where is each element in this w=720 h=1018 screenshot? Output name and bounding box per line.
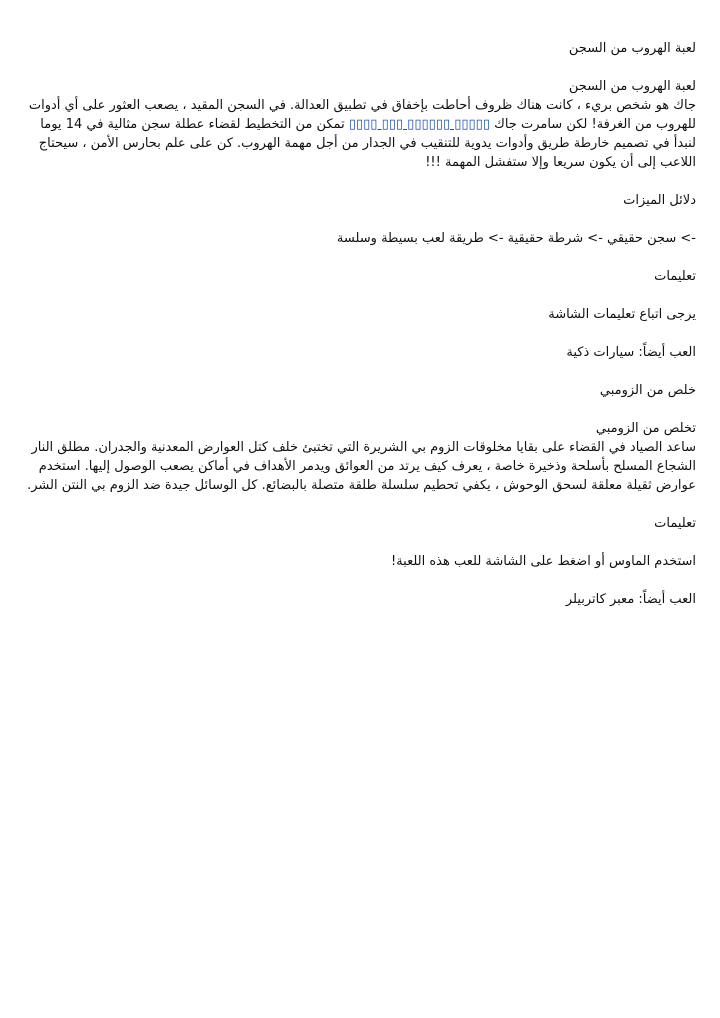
zombie-instructions-text: استخدم الماوس أو اضغط على الشاشة للعب هذه اللعبة! (390, 554, 696, 569)
zombie-game-title: تخلص من الزومبي (595, 421, 696, 436)
zombie-game-description: ساعد الصياد في القضاء على بقايا مخلوقات الزوم بي الشريرة التي تختبئ خلف كتل العوارض المعدنية والجدران. مطلق النار الشجاع المسلح بأسلحة وذخيرة خاصة ، يعرف كيف يرتد من العوائق ويدمر الأهداف في أماكن يصعب الوصول إليها. استخدم عوارض ثقيلة معلقة لسحق الوحوش ، يكفي تحطيم سلسلة طلقة متصلة بالبضائع. كل الوسائل جيدة ضد الزوم بي النتن الشر. (27, 440, 696, 493)
also-play-link[interactable]: العب أيضاً: سيارات ذكية (566, 345, 696, 360)
instructions-text: يرجى اتباع تعليمات الشاشة (548, 307, 696, 322)
features-heading: دلائل الميزات (623, 193, 696, 208)
page-title: لعبة الهروب من السجن (568, 41, 696, 56)
description-link[interactable]: ▯▯▯▯▯ ▯▯▯▯▯▯ ▯▯▯ ▯▯▯▯ (348, 117, 490, 132)
instructions-heading: تعليمات (654, 269, 696, 284)
zombie-instructions-heading: تعليمات (654, 516, 696, 531)
description-text-start: جاك هو شخص بريء ، كانت هناك ظروف أحاطت بإخفاق في تطبيق العدالة. في السجن المقيد ، يصعب العثور على أي أدوات للهروب من الغرفة! لكن سامرت جاك (28, 98, 696, 132)
zombie-page-title: خلص من الزومبي (599, 383, 696, 398)
game-description (24, 96, 696, 172)
description-text-end: تمكن من التخطيط لقضاء عطلة سجن مثالية في 14 يوما لنبدأ في تصميم خارطة طريق وأدوات يدوية للتنقيب في الجدار من أجل مهمة الهروب. كن على علم بحارس الأمن ، سيحتاج اللاعب إلى أن يكون سريعا وإلا ستفشل المهمة !!! (38, 117, 696, 170)
features-list: -> سجن حقيقي -> شرطة حقيقية -> طريقة لعب بسيطة وسلسة (336, 231, 696, 246)
game-title: لعبة الهروب من السجن (568, 79, 696, 94)
also-play-link-2[interactable]: العب أيضاً: معبر كاتربيلر (565, 592, 696, 607)
